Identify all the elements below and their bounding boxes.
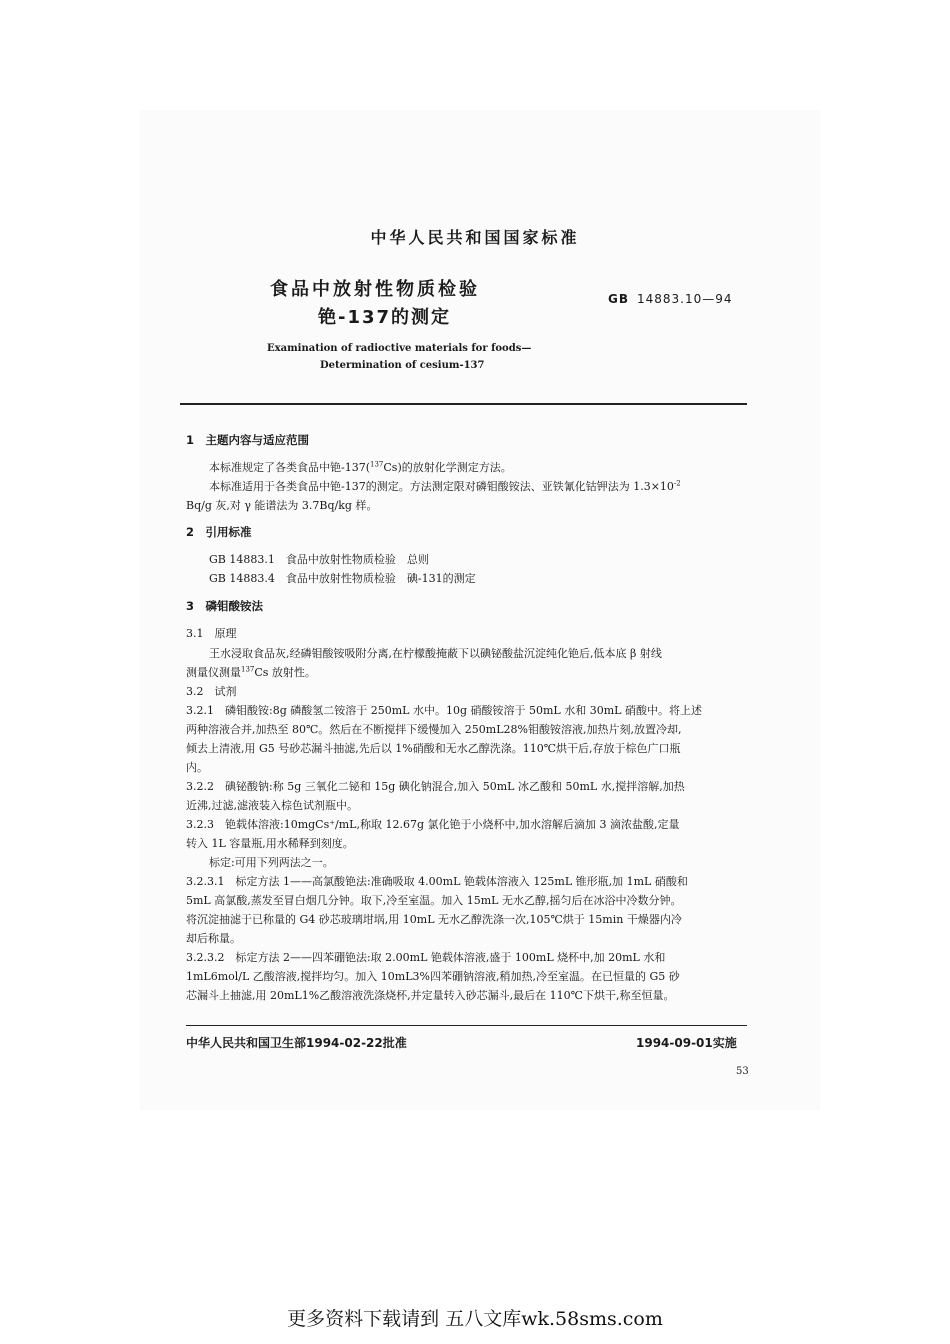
gb-prefix: GB	[608, 292, 629, 306]
section-1-para-2-line1: 本标准适用于各类食品中铯-137的测定。方法测定限对磷钼酸铵法、亚铁氰化钴钾法为 $1.3\times 10^{-2}$	[209, 479, 681, 493]
section-3-2-3-1-line3: 将沉淀抽滤于已称量的 G4 砂芯玻璃坩埚,用 10mL 无水乙醇洗涤一次,105℃烘于 15min 干燥器内冷	[186, 913, 682, 926]
page-number: 53	[736, 1066, 749, 1077]
title-english-line1: Examination of radioctive materials for foods—	[267, 343, 532, 354]
section-3-2-1-line1: 3.2.1 磷钼酸铵:8g 磷酸氢二铵溶于 250mL 水中。10g 硝酸铵溶于 50mL 水和 30mL 硝酸中。将上述	[186, 704, 702, 717]
title-chinese-line2: 铯-137的测定	[318, 307, 452, 328]
section-3-2-3-1-line1: 3.2.3.1 标定方法 1——高氯酸铯法:准确吸取 4.00mL 铯载体溶液入 125mL 锥形瓶,加 1mL 硝酸和	[186, 875, 688, 888]
section-3-2-3-2-line3: 芯漏斗上抽滤,用 20mL1%乙酸溶液洗涤烧杯,并定量转入砂芯漏斗,最后在 110℃下烘干,称至恒量。	[186, 989, 675, 1002]
gb-code: 14883.10—94	[637, 292, 733, 306]
top-rule	[180, 403, 747, 405]
implementation-date: 1994-09-01实施	[636, 1036, 737, 1050]
section-3-1-line2: 测量仪测量$^{137}$Cs 放射性。	[186, 665, 316, 679]
section-1-heading: 1 主题内容与适应范围	[186, 433, 310, 447]
section-3-2-3-2-line2: 1mL6mol/L 乙酸溶液,搅拌均匀。加入 10mL3%四苯硼钠溶液,稍加热,冷至室温。在已恒量的 G5 砂	[186, 970, 680, 983]
section-3-2-1-line2: 两种溶液合并,加热至 80℃。然后在不断搅拌下缓慢加入 250mL28%钼酸铵溶液,加热片刻,放置冷却,	[186, 723, 682, 736]
bottom-rule	[186, 1025, 747, 1026]
standard-header: 中华人民共和国国家标准	[370, 228, 580, 247]
gb-number	[608, 292, 733, 306]
section-3-2-1-line4: 内。	[186, 761, 208, 774]
section-3-2-3-1-line4: 却后称量。	[186, 932, 241, 945]
section-3-1-heading: 3.1 原理	[186, 627, 237, 640]
reference-1: GB 14883.1 食品中放射性物质检验 总则	[209, 553, 429, 566]
section-1-para-2-line2: Bq/g 灰,对 γ 能谱法为 3.7Bq/kg 样。	[186, 499, 378, 512]
section-3-2-3-line3: 标定:可用下列两法之一。	[209, 856, 334, 869]
section-3-2-heading: 3.2 试剂	[186, 685, 237, 698]
section-3-2-3-line2: 转入 1L 容量瓶,用水稀释到刻度。	[186, 837, 354, 850]
section-3-2-3-line1: 3.2.3 铯载体溶液:10mgCs⁺/mL,称取 12.67g 氯化铯于小烧杯中,加水溶解后滴加 3 滴浓盐酸,定量	[186, 818, 680, 831]
reference-2: GB 14883.4 食品中放射性物质检验 碘-131的测定	[209, 572, 476, 585]
section-3-2-2-line1: 3.2.2 碘铋酸钠:称 5g 三氧化二铋和 15g 碘化钠混合,加入 50mL 冰乙酸和 50mL 水,搅拌溶解,加热	[186, 780, 685, 793]
section-3-heading: 3 磷钼酸铵法	[186, 599, 264, 613]
section-2-heading: 2 引用标准	[186, 525, 252, 539]
download-watermark: 更多资料下载请到 五八文库wk.58sms.com	[287, 1308, 663, 1330]
section-3-2-3-1-line2: 5mL 高氯酸,蒸发至冒白烟几分钟。取下,冷至室温。加入 15mL 无水乙醇,摇匀后在冰浴中冷数分钟。	[186, 894, 682, 907]
title-english-line2: Determination of cesium-137	[320, 360, 485, 371]
section-3-2-2-line2: 近沸,过滤,滤液装入棕色试剂瓶中。	[186, 799, 358, 812]
section-3-2-1-line3: 倾去上清液,用 G5 号砂芯漏斗抽滤,先后以 1%硝酸和无水乙醇洗涤。110℃烘干后,存放于棕色广口瓶	[186, 742, 681, 755]
title-chinese-line1: 食品中放射性物质检验	[270, 279, 480, 300]
section-1-para-1: 本标准规定了各类食品中铯-137($^{137}$Cs)的放射化学测定方法。	[209, 460, 512, 474]
approval-line: 中华人民共和国卫生部1994-02-22批准	[186, 1036, 407, 1050]
section-3-1-line1: 王水浸取食品灰,经磷钼酸铵吸附分离,在柠檬酸掩蔽下以碘铋酸盐沉淀纯化铯后,低本底 β 射线	[209, 647, 662, 660]
section-3-2-3-2-line1: 3.2.3.2 标定方法 2——四苯硼铯法:取 2.00mL 铯载体溶液,盛于 100mL 烧杯中,加 20mL 水和	[186, 951, 666, 964]
